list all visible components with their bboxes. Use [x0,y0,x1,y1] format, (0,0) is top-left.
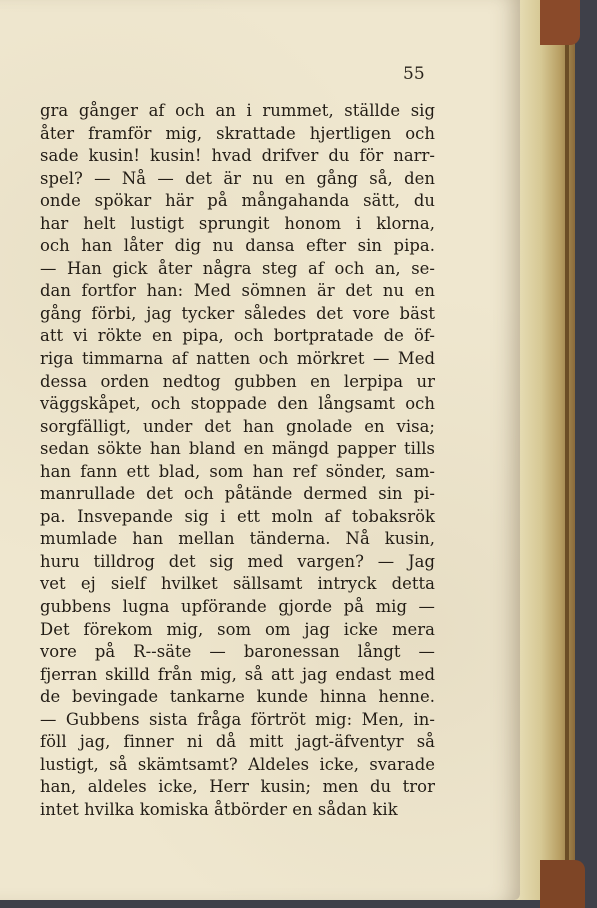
text-line: mumlade han mellan tänderna. Nå kusin, [40,529,435,549]
text-line: han, aldeles icke, Herr kusin; men du tror [40,777,435,797]
text-line: — Han gick åter några steg af och an, se- [40,258,435,278]
body-text [40,100,435,822]
text-line: huru tilldrog det sig med vargen? — Jag [40,551,435,571]
text-line: vore på R--säte — baronessan långt — [40,642,435,662]
text-line: gubbens lugna upförande gjorde på mig — [40,597,435,617]
text-line: onde spökar här på mångahanda sätt, du [40,191,435,211]
text-line: väggskåpet, och stoppade den långsamt och [40,394,435,414]
text-line: Det förekom mig, som om jag icke mera [40,619,435,639]
text-line: gra gånger af och an i rummet, ställde sig [40,101,435,120]
text-line: han fann ett blad, som han ref sönder, sam- [40,461,435,481]
text-line: spel? — Nå — det är nu en gång så, den [40,168,435,188]
text-line: föll jag, finner ni då mitt jagt-äfventyr så [40,732,435,752]
text-line: manrullade det och påtände dermed sin pi- [40,484,435,504]
text-line: sorgfälligt, under det han gnolade en visa; [40,416,435,436]
text-line: vet ej sielf hvilket sällsamt intryck detta [40,574,435,594]
text-line: dessa orden nedtog gubben en lerpipa ur [40,371,435,391]
page-number: 55 [403,64,425,84]
text-line: de bevingade tankarne kunde hinna henne. [40,687,435,707]
text-line: lustigt, så skämtsamt? Aldeles icke, svarade [40,754,435,774]
text-line: sade kusin! kusin! hvad drifver du för narr- [40,146,435,166]
text-line: pa. Insvepande sig i ett moln af tobaksrök [40,506,435,526]
text-line: och han låter dig nu dansa efter sin pipa. [40,236,435,256]
text-line: riga timmarna af natten och mörkret — Med [40,349,435,369]
text-line: gång förbi, jag tycker således det vore bäst [40,303,435,323]
text-line: dan fortfor han: Med sömnen är det nu en [40,281,435,301]
text-line: sedan sökte han bland en mängd papper tills [40,439,435,459]
text-line: åter framför mig, skrattade hjertligen och [40,123,435,143]
text-line: har helt lustigt sprungit honom i klorna, [40,213,435,233]
book-cover-bottom [540,860,585,908]
text-line: — Gubbens sista fråga förtröt mig: Men, in- [40,709,435,729]
text-line: fjerran skilld från mig, så att jag endast med [40,664,435,684]
text-line: att vi rökte en pipa, och bortpratade de öf- [40,326,435,346]
book-cover-top [540,0,580,45]
text-line: intet hvilka komiska åtbörder en sådan kik [40,799,398,819]
